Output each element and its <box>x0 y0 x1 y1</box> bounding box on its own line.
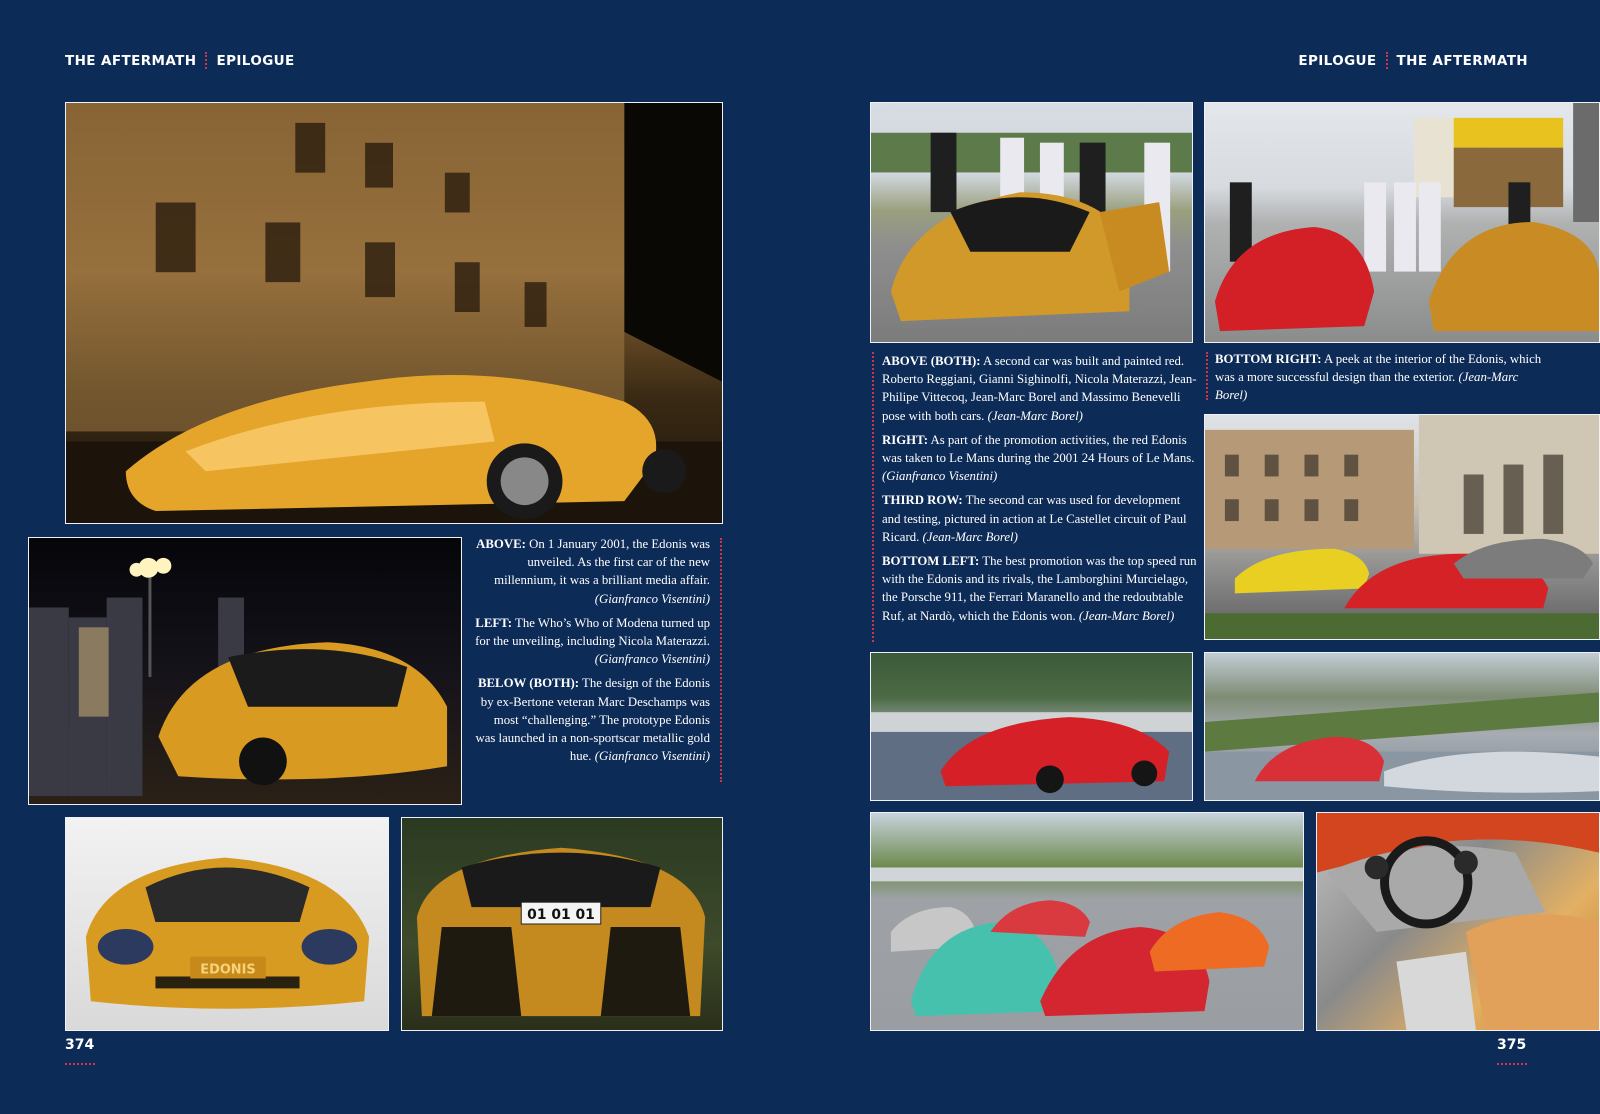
both-cars-illustration <box>1205 103 1599 342</box>
photo-front-view-gold <box>65 817 389 1031</box>
palace-car-illustration <box>66 103 722 523</box>
caption-text: A peek at the interior of the Edonis, which was a more successful design than the exterior. <box>1215 352 1542 385</box>
caption-label: ABOVE: <box>476 537 526 551</box>
header-section-title: THE AFTERMATH <box>1396 52 1528 69</box>
caption-above <box>474 535 710 608</box>
caption-divider-bottom-right <box>1206 352 1208 400</box>
team-gold-illustration <box>871 103 1192 342</box>
track-spray-illustration <box>1205 653 1599 800</box>
header-chapter-title: EPILOGUE <box>216 52 295 69</box>
caption-label: BELOW (BOTH): <box>477 676 580 691</box>
caption-divider-right <box>872 352 874 642</box>
photo-track-testing-left <box>870 652 1193 801</box>
header-divider <box>205 52 207 69</box>
photo-team-gold-car <box>870 102 1193 343</box>
running-header-left <box>65 52 295 69</box>
caption-text: A second car was built and painted red. Roberto Reggiani, Gianni Sighinolfi, Nicola Materazzi, Jean-Philipe Vittecoq, Jean-Marc Borel and Massimo Benevelli pose with both cars. <box>882 354 1197 423</box>
interior-illustration <box>1317 813 1599 1030</box>
caption-text: The best promotion was the top speed run with the Edonis and its rivals, the Lamborghini Murcielago, the Porsche 911, the Ferrari Maranello and the redoubtable Ruf, at Nardò, which the Edonis won. <box>882 554 1197 623</box>
caption-divider-left <box>720 538 722 782</box>
caption-label: THIRD ROW: <box>882 493 963 508</box>
caption-credit: (Jean-Marc Borel) <box>987 408 1083 423</box>
caption-below-both <box>474 674 710 765</box>
caption-text: The Who’s Who of Modena turned up for the unveiling, including Nicola Materazzi. <box>475 615 710 649</box>
caption-block-right <box>882 352 1200 631</box>
page-number-underline <box>1497 1063 1527 1065</box>
running-header-right <box>1298 52 1528 69</box>
caption-credit: (Gianfranco Visentini) <box>594 749 710 764</box>
rear-car-illustration <box>402 818 722 1030</box>
caption-label: BOTTOM LEFT: <box>882 554 980 569</box>
caption-bottom-left <box>882 552 1200 625</box>
header-divider <box>1386 52 1388 69</box>
track-testing-illustration <box>871 653 1192 800</box>
caption-credit: (Jean-Marc Borel) <box>1078 608 1175 623</box>
caption-label: BOTTOM RIGHT: <box>1215 352 1322 366</box>
caption-label: RIGHT: <box>882 432 928 447</box>
page-number-left: 374 <box>65 1037 95 1053</box>
caption-bottom-right <box>1215 350 1545 411</box>
front-car-illustration <box>66 818 388 1030</box>
photo-track-testing-right <box>1204 652 1600 801</box>
photo-unveiling-night-palace <box>65 102 723 524</box>
page-number-right: 375 <box>1497 1037 1527 1053</box>
caption-credit: (Jean-Marc Borel) <box>922 529 1018 544</box>
caption-label: ABOVE (BOTH): <box>882 354 981 368</box>
caption-text: As part of the promotion activities, the red Edonis was taken to Le Mans during the 2001 24 Hours of Le Mans. <box>882 432 1195 466</box>
caption-text: On 1 January 2001, the Edonis was unveiled. As the first car of the new millennium, it was a brilliant media affair. <box>494 537 710 588</box>
caption-block-left <box>474 535 710 771</box>
header-section-title: THE AFTERMATH <box>65 52 197 69</box>
caption-credit: (Jean-Marc Borel) <box>1215 370 1519 403</box>
caption-text: The second car was used for development and testing, pictured in action at Le Castellet circuit of Paul Ricard. <box>882 493 1187 544</box>
photo-crowd-unveiling <box>28 537 462 805</box>
photo-both-cars-red-gold <box>1204 102 1600 343</box>
badge-text: EDONIS <box>200 962 256 978</box>
header-chapter-title: EPILOGUE <box>1298 52 1377 69</box>
photo-rear-view-gold <box>401 817 723 1031</box>
photo-interior <box>1316 812 1600 1031</box>
square-illustration <box>1205 415 1599 639</box>
caption-text: The design of the Edonis by ex-Bertone veteran Marc Deschamps was most “challenging.” The prototype Edonis was launched in a non-sportscar metallic gold hue. <box>475 676 710 764</box>
lineup-illustration <box>871 813 1303 1030</box>
crowd-car-illustration <box>29 538 461 804</box>
caption-right <box>882 431 1200 486</box>
caption-credit: (Gianfranco Visentini) <box>594 591 710 606</box>
caption-credit: (Gianfranco Visentini) <box>594 652 710 667</box>
caption-left <box>474 614 710 669</box>
photo-le-mans-square <box>1204 414 1600 640</box>
license-plate-text: 01 01 01 <box>527 907 595 924</box>
photo-nardo-lineup <box>870 812 1304 1031</box>
caption-above-both <box>882 352 1200 425</box>
page-number-underline <box>65 1063 95 1065</box>
caption-credit: (Gianfranco Visentini) <box>882 469 998 484</box>
caption-label: LEFT: <box>475 615 513 630</box>
caption-third-row <box>882 491 1200 546</box>
